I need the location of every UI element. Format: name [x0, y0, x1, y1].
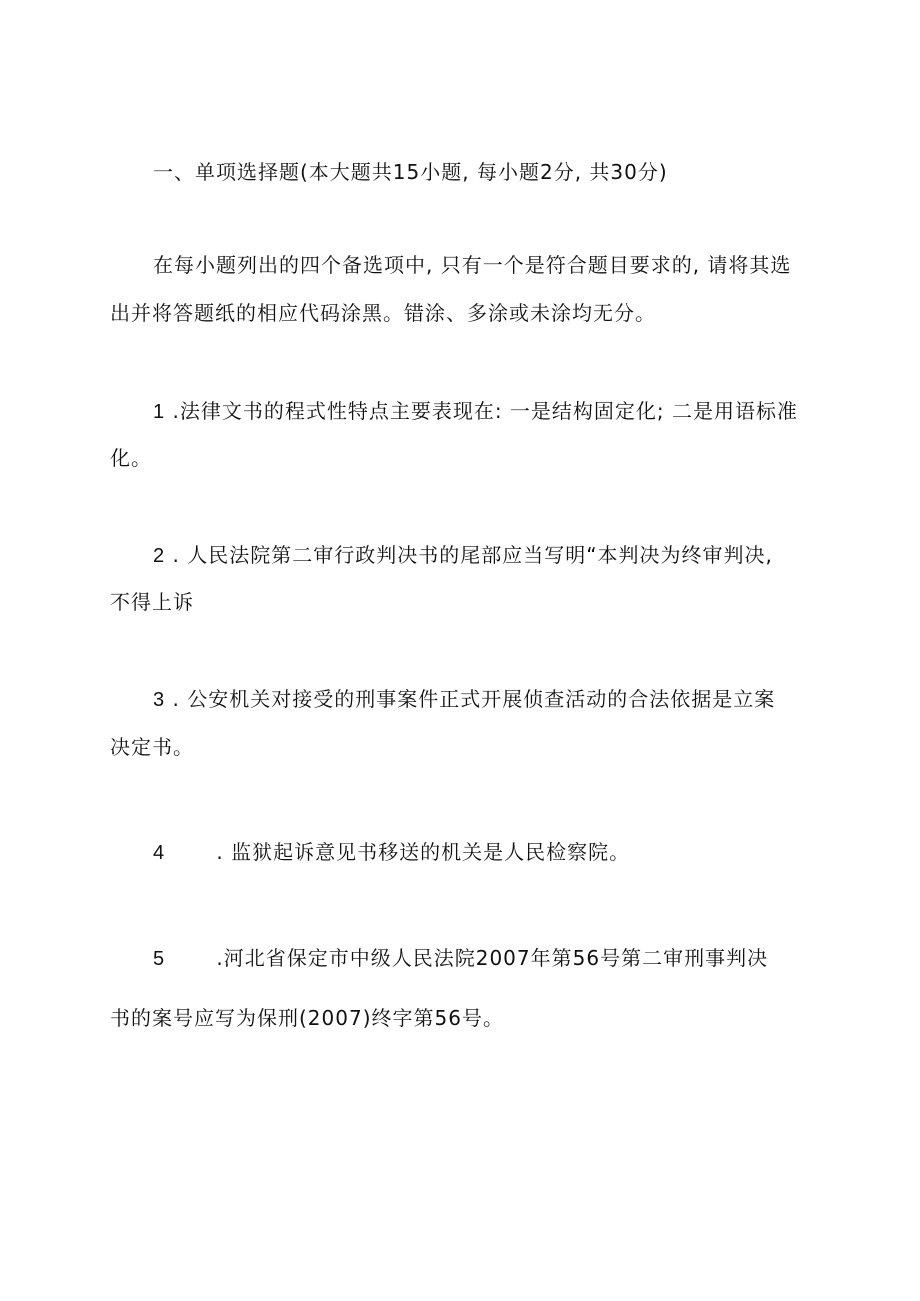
section-heading: 一、单项选择题(本大题共15小题, 每小题2分, 共30分): [153, 160, 668, 184]
item-number: 4: [153, 842, 166, 864]
item-text: . 人民法院第二审行政判决书的尾部应当写明“本判决为终审判决,: [172, 543, 773, 567]
question-item-5-continued: 书的案号应写为保刑(2007)终字第56号。: [110, 1006, 504, 1030]
item-number: 2: [153, 545, 166, 567]
item-text: . 监狱起诉意见书移送的机关是人民检察院。: [216, 840, 631, 864]
item-text: . 公安机关对接受的刑事案件正式开展侦查活动的合法依据是立案: [172, 687, 776, 711]
instruction-line-1: 在每小题列出的四个备选项中, 只有一个是符合题目要求的, 请将其选: [153, 253, 792, 277]
question-item-4: [153, 838, 630, 867]
item-number: 1: [153, 401, 166, 423]
item-number: 3: [153, 689, 166, 711]
item-text: .河北省保定市中级人民法院2007年第56号第二审刑事判决: [216, 946, 769, 970]
question-item-2-continued: 不得上诉: [110, 590, 194, 614]
item-text: .法律文书的程式性特点主要表现在: 一是结构固定化; 二是用语标准: [172, 399, 799, 423]
question-item-1-continued: 化。: [110, 446, 152, 470]
question-item-1: [153, 397, 798, 426]
question-item-5: [153, 944, 768, 973]
question-item-3-continued: 决定书。: [110, 735, 194, 759]
question-item-2: [153, 541, 773, 570]
instruction-line-2: 出并将答题纸的相应代码涂黑。错涂、多涂或未涂均无分。: [110, 301, 656, 325]
item-number: 5: [153, 948, 166, 970]
question-item-3: [153, 685, 775, 714]
